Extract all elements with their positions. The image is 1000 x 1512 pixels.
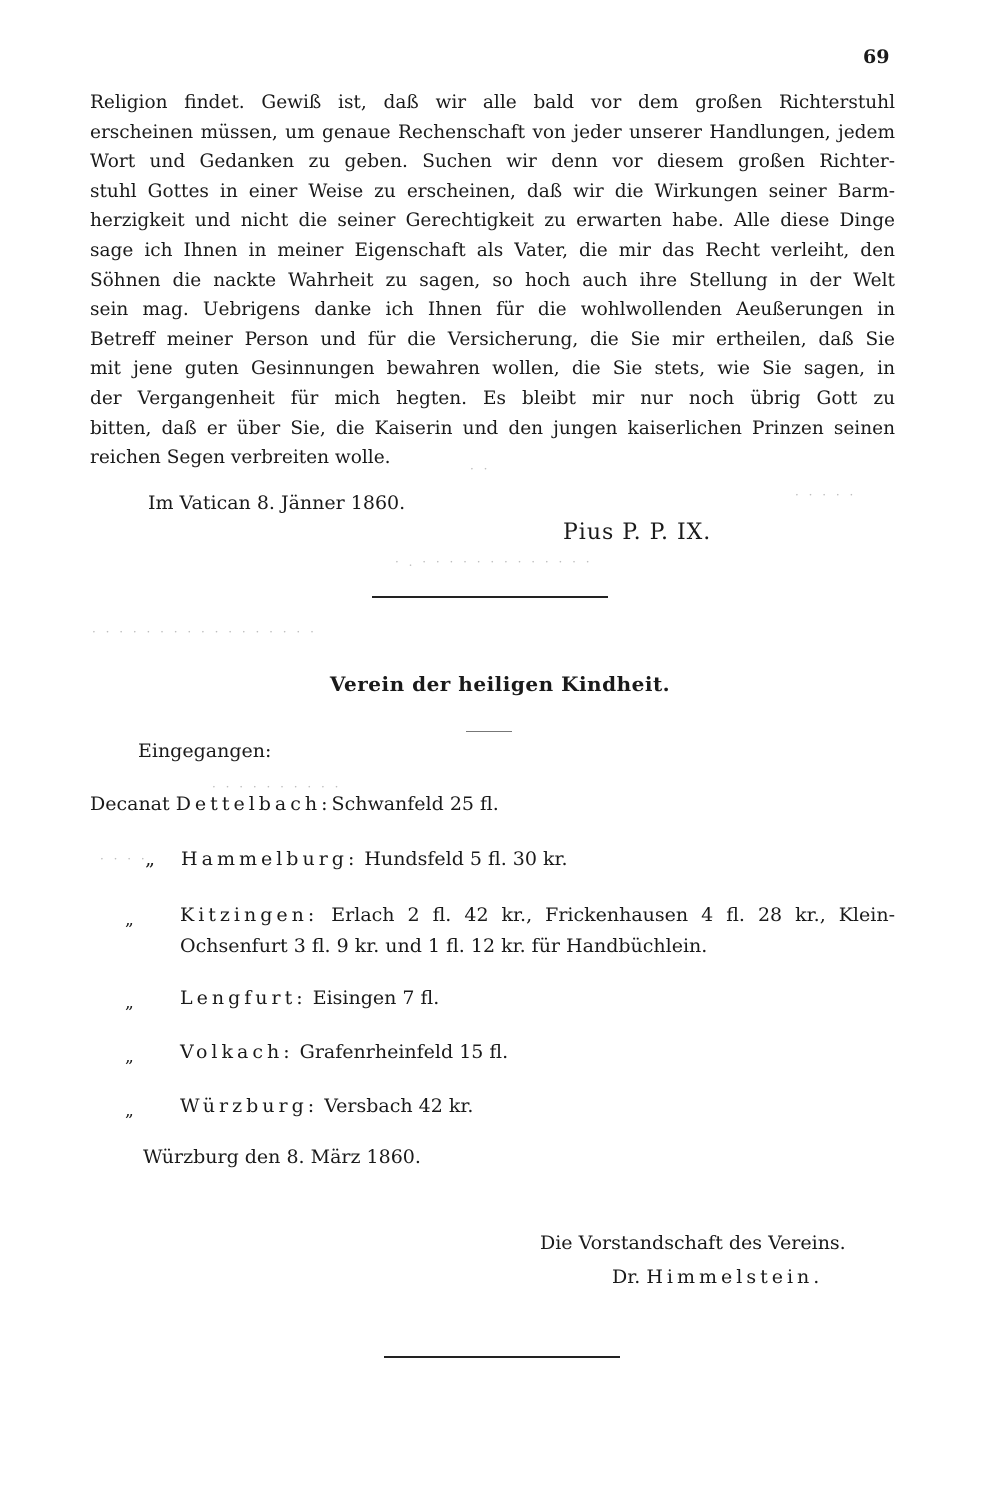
letter-line: erscheinen müssen, um genaue Rechenschaft von jeder unserer Handlungen, jedem xyxy=(90,121,895,143)
letter-closing: Im Vatican 8. Jänner 1860. xyxy=(148,492,406,514)
doctor-name: Himmelstein. xyxy=(646,1266,824,1288)
donation-entry xyxy=(125,848,568,870)
letter-line: Wort und Gedanken zu geben. Suchen wir denn vor diesem großen Richter- xyxy=(90,151,895,173)
letter-line: sein mag. Uebrigens danke ich Ihnen für die wohlwollenden Aeußerungen in xyxy=(90,299,895,321)
letter-line: der Vergangenheit für mich hegten. Es bleibt mir nur noch übrig Gott zu xyxy=(90,387,895,409)
board-signature: Die Vorstandschaft des Vereins. xyxy=(540,1232,846,1254)
decanat-word: Decanat xyxy=(90,793,170,815)
ditto-mark: „ xyxy=(125,993,134,1013)
place-date: Würzburg den 8. März 1860. xyxy=(143,1146,421,1168)
donation-text: Grafenrheinfeld 15 fl. xyxy=(299,1041,509,1063)
donation-text: Schwanfeld 25 fl. xyxy=(331,793,499,815)
donation-continuation: Ochsenfurt 3 fl. 9 kr. und 1 fl. 12 kr. für Handbüchlein. xyxy=(180,935,708,957)
letter-line: bitten, daß er über Sie, die Kaiserin und den jungen kaiserlichen Prinzen seinen xyxy=(90,417,895,439)
letter-line: stuhl Gottes in einer Weise zu erscheinen, daß wir die Wirkungen seiner Barm- xyxy=(90,180,895,202)
doctor-prefix: Dr. xyxy=(612,1266,641,1288)
deanery-name: Hammelburg: xyxy=(181,848,359,870)
received-label: Eingegangen: xyxy=(138,740,272,762)
donation-entry xyxy=(125,900,895,962)
letter-body xyxy=(90,88,895,473)
donation-text: Erlach 2 fl. 42 kr., Frickenhausen 4 fl. 28 kr., Klein- xyxy=(331,904,895,926)
donation-text: Versbach 42 kr. xyxy=(324,1095,474,1117)
deanery-name: Dettelbach: xyxy=(175,793,332,815)
letter-line: Betreff meiner Person und für die Versicherung, die Sie mir ertheilen, daß Sie xyxy=(90,328,895,350)
deanery-name: Kitzingen: xyxy=(180,904,319,926)
print-speckle: · · · · · xyxy=(795,488,857,502)
ditto-mark: „ xyxy=(125,1047,134,1067)
donation-entry xyxy=(125,1037,895,1068)
deanery-name: Lengfurt: xyxy=(180,987,307,1009)
deanery-name: Würzburg: xyxy=(180,1095,319,1117)
ditto-mark: „ xyxy=(125,1101,134,1121)
doctor-signature xyxy=(612,1266,823,1288)
donation-entry xyxy=(125,1091,895,1122)
ditto-mark: „ xyxy=(145,848,155,870)
letter-line: mit jene guten Gesinnungen bewahren wollen, die Sie stets, wie Sie sagen, in xyxy=(90,358,895,380)
section-title: Verein der heiligen Kindheit. xyxy=(329,672,671,696)
print-speckle: · · xyxy=(470,462,491,476)
deanery-name: Volkach: xyxy=(180,1041,294,1063)
donation-text: Hundsfeld 5 fl. 30 kr. xyxy=(364,848,568,870)
letter-signature: Pius P. P. IX. xyxy=(563,520,712,545)
page-number: 69 xyxy=(863,46,890,68)
ditto-mark: „ xyxy=(125,910,134,930)
letter-line: herzigkeit und nicht die seiner Gerechtigkeit zu erwarten habe. Alle diese Dinge xyxy=(90,210,895,232)
donation-entry xyxy=(90,793,499,815)
donation-entry xyxy=(125,983,895,1014)
section-divider xyxy=(372,596,608,598)
bottom-divider xyxy=(384,1356,620,1358)
print-speckle: · . · · · · · · · · · · · · · xyxy=(395,555,593,569)
letter-line-last: reichen Segen verbreiten wolle. xyxy=(90,447,391,469)
letter-line: sage ich Ihnen in meiner Eigenschaft als Vater, die mir das Recht verleiht, den xyxy=(90,239,895,261)
donation-text: Eisingen 7 fl. xyxy=(312,987,440,1009)
letter-line: Söhnen die nackte Wahrheit zu sagen, so hoch auch ihre Stellung in der Welt xyxy=(90,269,895,291)
title-underline xyxy=(466,731,512,732)
print-speckle: · · · · · · · · · · xyxy=(212,780,342,794)
print-speckle: · · · · xyxy=(100,852,148,866)
print-speckle: · · · · · · · · · · · · · · · · · xyxy=(92,625,317,639)
letter-line: Religion findet. Gewiß ist, daß wir alle bald vor dem großen Richterstuhl xyxy=(90,92,895,113)
